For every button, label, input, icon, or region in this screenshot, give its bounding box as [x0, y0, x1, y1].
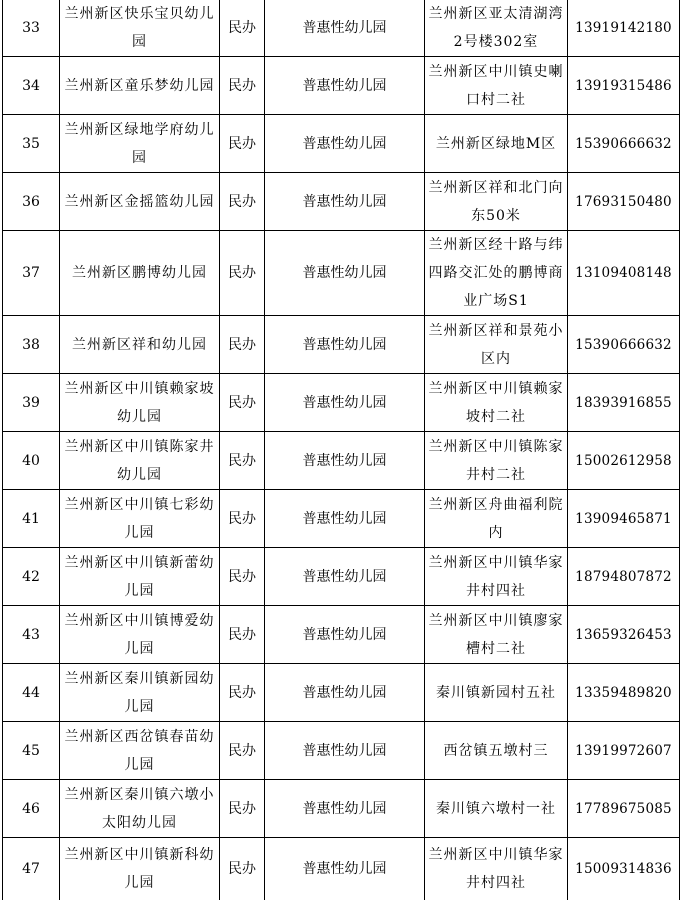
row-number: 47 — [3, 838, 60, 900]
kindergarten-category: 普惠性幼儿园 — [265, 490, 425, 548]
table-row — [3, 780, 680, 838]
row-number: 40 — [3, 432, 60, 490]
ownership-type: 民办 — [220, 231, 265, 316]
row-number: 34 — [3, 57, 60, 115]
kindergarten-name: 兰州新区金摇篮幼儿园 — [60, 173, 220, 231]
ownership-type: 民办 — [220, 57, 265, 115]
kindergarten-category: 普惠性幼儿园 — [265, 374, 425, 432]
row-number: 37 — [3, 231, 60, 316]
kindergarten-category: 普惠性幼儿园 — [265, 548, 425, 606]
ownership-type: 民办 — [220, 490, 265, 548]
contact-phone: 17693150480 — [568, 173, 680, 231]
contact-phone: 13919315486 — [568, 57, 680, 115]
ownership-type: 民办 — [220, 173, 265, 231]
kindergarten-category: 普惠性幼儿园 — [265, 664, 425, 722]
row-number: 33 — [3, 0, 60, 57]
contact-phone: 13909465871 — [568, 490, 680, 548]
kindergarten-name: 兰州新区中川镇新科幼儿园 — [60, 838, 220, 900]
kindergarten-address: 兰州新区祥和北门向东50米 — [425, 173, 568, 231]
row-number: 35 — [3, 115, 60, 173]
kindergarten-address: 兰州新区绿地M区 — [425, 115, 568, 173]
kindergarten-name: 兰州新区秦川镇新园幼儿园 — [60, 664, 220, 722]
kindergarten-category: 普惠性幼儿园 — [265, 0, 425, 57]
row-number: 45 — [3, 722, 60, 780]
contact-phone: 13919972607 — [568, 722, 680, 780]
kindergarten-name: 兰州新区中川镇陈家井幼儿园 — [60, 432, 220, 490]
row-number: 46 — [3, 780, 60, 838]
table-row — [3, 316, 680, 374]
contact-phone: 17789675085 — [568, 780, 680, 838]
kindergarten-category: 普惠性幼儿园 — [265, 57, 425, 115]
kindergarten-category: 普惠性幼儿园 — [265, 316, 425, 374]
kindergarten-name: 兰州新区童乐梦幼儿园 — [60, 57, 220, 115]
ownership-type: 民办 — [220, 374, 265, 432]
row-number: 39 — [3, 374, 60, 432]
table-body — [3, 0, 680, 900]
ownership-type: 民办 — [220, 316, 265, 374]
kindergarten-name: 兰州新区中川镇博爱幼儿园 — [60, 606, 220, 664]
kindergarten-address: 兰州新区中川镇史喇口村二社 — [425, 57, 568, 115]
table-row — [3, 374, 680, 432]
contact-phone: 18794807872 — [568, 548, 680, 606]
ownership-type: 民办 — [220, 432, 265, 490]
kindergarten-name: 兰州新区祥和幼儿园 — [60, 316, 220, 374]
kindergarten-address: 兰州新区中川镇赖家坡村二社 — [425, 374, 568, 432]
ownership-type: 民办 — [220, 838, 265, 900]
kindergarten-category: 普惠性幼儿园 — [265, 838, 425, 900]
kindergarten-name: 兰州新区鹏博幼儿园 — [60, 231, 220, 316]
row-number: 43 — [3, 606, 60, 664]
kindergarten-table — [2, 0, 680, 900]
row-number: 44 — [3, 664, 60, 722]
kindergarten-name: 兰州新区西岔镇春苗幼儿园 — [60, 722, 220, 780]
kindergarten-address: 兰州新区经十路与纬四路交汇处的鹏博商业广场S1 — [425, 231, 568, 316]
table-row — [3, 173, 680, 231]
table-row — [3, 664, 680, 722]
row-number: 42 — [3, 548, 60, 606]
contact-phone: 13919142180 — [568, 0, 680, 57]
kindergarten-category: 普惠性幼儿园 — [265, 231, 425, 316]
kindergarten-name: 兰州新区中川镇赖家坡幼儿园 — [60, 374, 220, 432]
contact-phone: 13659326453 — [568, 606, 680, 664]
table-row — [3, 57, 680, 115]
table-row — [3, 432, 680, 490]
kindergarten-name: 兰州新区绿地学府幼儿园 — [60, 115, 220, 173]
ownership-type: 民办 — [220, 606, 265, 664]
kindergarten-address: 秦川镇六墩村一社 — [425, 780, 568, 838]
kindergarten-address: 兰州新区中川镇廖家槽村二社 — [425, 606, 568, 664]
kindergarten-name: 兰州新区中川镇七彩幼儿园 — [60, 490, 220, 548]
contact-phone: 13359489820 — [568, 664, 680, 722]
row-number: 38 — [3, 316, 60, 374]
contact-phone: 15002612958 — [568, 432, 680, 490]
contact-phone: 13109408148 — [568, 231, 680, 316]
table-row — [3, 490, 680, 548]
kindergarten-address: 秦川镇新园村五社 — [425, 664, 568, 722]
kindergarten-address: 兰州新区亚太清湖湾2号楼302室 — [425, 0, 568, 57]
table-row — [3, 0, 680, 57]
row-number: 41 — [3, 490, 60, 548]
ownership-type: 民办 — [220, 115, 265, 173]
contact-phone: 15390666632 — [568, 115, 680, 173]
kindergarten-name: 兰州新区中川镇新蕾幼儿园 — [60, 548, 220, 606]
ownership-type: 民办 — [220, 664, 265, 722]
ownership-type: 民办 — [220, 548, 265, 606]
kindergarten-address: 兰州新区舟曲福利院内 — [425, 490, 568, 548]
kindergarten-category: 普惠性幼儿园 — [265, 173, 425, 231]
contact-phone: 18393916855 — [568, 374, 680, 432]
ownership-type: 民办 — [220, 722, 265, 780]
kindergarten-category: 普惠性幼儿园 — [265, 432, 425, 490]
kindergarten-category: 普惠性幼儿园 — [265, 115, 425, 173]
contact-phone: 15009314836 — [568, 838, 680, 900]
table-row — [3, 606, 680, 664]
kindergarten-address: 兰州新区中川镇华家井村四社 — [425, 548, 568, 606]
kindergarten-address: 兰州新区中川镇陈家井村二社 — [425, 432, 568, 490]
table-row — [3, 231, 680, 316]
kindergarten-address: 兰州新区中川镇华家井村四社 — [425, 838, 568, 900]
table-row — [3, 722, 680, 780]
row-number: 36 — [3, 173, 60, 231]
table-row — [3, 115, 680, 173]
contact-phone: 15390666632 — [568, 316, 680, 374]
kindergarten-category: 普惠性幼儿园 — [265, 722, 425, 780]
ownership-type: 民办 — [220, 780, 265, 838]
kindergarten-category: 普惠性幼儿园 — [265, 780, 425, 838]
kindergarten-name: 兰州新区快乐宝贝幼儿园 — [60, 0, 220, 57]
ownership-type: 民办 — [220, 0, 265, 57]
table-row — [3, 548, 680, 606]
kindergarten-name: 兰州新区秦川镇六墩小太阳幼儿园 — [60, 780, 220, 838]
kindergarten-address: 西岔镇五墩村三 — [425, 722, 568, 780]
kindergarten-address: 兰州新区祥和景苑小区内 — [425, 316, 568, 374]
kindergarten-category: 普惠性幼儿园 — [265, 606, 425, 664]
